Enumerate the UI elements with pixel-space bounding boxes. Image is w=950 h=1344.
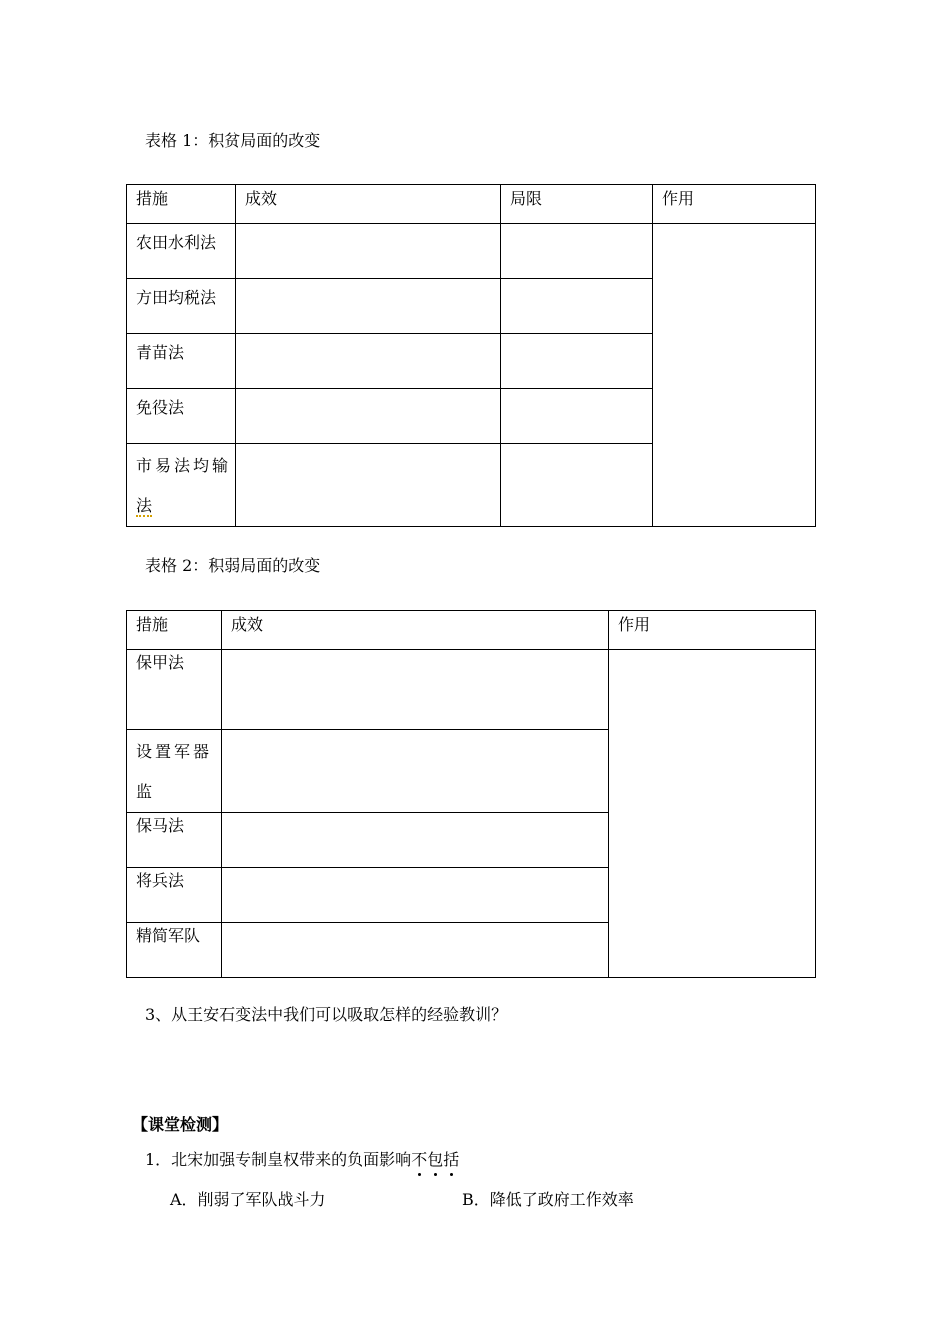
table1-header-measure: 措施 bbox=[127, 185, 236, 224]
question-1 bbox=[145, 1147, 459, 1170]
table1-cell-limit[interactable] bbox=[501, 224, 653, 279]
table1-row-label-line2: 法 bbox=[136, 496, 153, 515]
table1-cell-effect[interactable] bbox=[236, 389, 501, 444]
table2-header-measure: 措施 bbox=[127, 611, 222, 650]
option-b[interactable]: B．降低了政府工作效率 bbox=[462, 1190, 634, 1209]
table1-cell-effect[interactable] bbox=[236, 224, 501, 279]
table1-header-limit: 局限 bbox=[501, 185, 653, 224]
table2-row-label: 精简军队 bbox=[127, 923, 222, 978]
table1-cell-limit[interactable] bbox=[501, 444, 653, 527]
table1 bbox=[126, 184, 816, 527]
table1-cell-role[interactable] bbox=[653, 224, 816, 527]
table1-cell-limit[interactable] bbox=[501, 389, 653, 444]
question-3: 3、从王安石变法中我们可以吸取怎样的经验教训？ bbox=[145, 1005, 508, 1024]
table2-caption: 表格 2：积弱局面的改变 bbox=[145, 556, 321, 575]
table1-cell-effect[interactable] bbox=[236, 334, 501, 389]
table2-cell-effect[interactable] bbox=[222, 923, 609, 978]
table2-row-label: 保马法 bbox=[127, 813, 222, 868]
table2-row-label-wrapped bbox=[127, 730, 222, 813]
table2-row-label-line2: 监 bbox=[136, 782, 153, 801]
table2-row-label: 将兵法 bbox=[127, 868, 222, 923]
table2-cell-effect[interactable] bbox=[222, 730, 609, 813]
table1-row-label-line1: 市易法均输 bbox=[136, 456, 232, 475]
table2-row-label: 保甲法 bbox=[127, 650, 222, 730]
emphasis-char: 不 bbox=[411, 1147, 427, 1170]
table1-row-label: 方田均税法 bbox=[127, 279, 236, 334]
table1-header-effect: 成效 bbox=[236, 185, 501, 224]
table2-row-label-line1: 设置军器 bbox=[136, 742, 213, 761]
table1-cell-effect[interactable] bbox=[236, 279, 501, 334]
table2-cell-effect[interactable] bbox=[222, 650, 609, 730]
emphasis-char: 包 bbox=[427, 1147, 443, 1170]
table1-cell-limit[interactable] bbox=[501, 279, 653, 334]
table1-header-role: 作用 bbox=[653, 185, 816, 224]
table1-row-label-wrapped bbox=[127, 444, 236, 527]
table2 bbox=[126, 610, 816, 978]
table1-row-label: 青苗法 bbox=[127, 334, 236, 389]
table2-cell-effect[interactable] bbox=[222, 868, 609, 923]
table2-cell-role[interactable] bbox=[609, 650, 816, 978]
table2-header-role: 作用 bbox=[609, 611, 816, 650]
question-1-text: 1．北宋加强专制皇权带来的负面影响 bbox=[145, 1150, 412, 1169]
table1-cell-effect[interactable] bbox=[236, 444, 501, 527]
table1-caption: 表格 1：积贫局面的改变 bbox=[145, 131, 321, 150]
table1-row-label: 免役法 bbox=[127, 389, 236, 444]
table2-header-effect: 成效 bbox=[222, 611, 609, 650]
emphasis-char: 括 bbox=[443, 1147, 459, 1170]
section-title: 【课堂检测】 bbox=[132, 1115, 229, 1134]
option-a[interactable]: A．削弱了军队战斗力 bbox=[170, 1190, 326, 1209]
table1-row-label: 农田水利法 bbox=[127, 224, 236, 279]
table1-cell-limit[interactable] bbox=[501, 334, 653, 389]
table2-cell-effect[interactable] bbox=[222, 813, 609, 868]
